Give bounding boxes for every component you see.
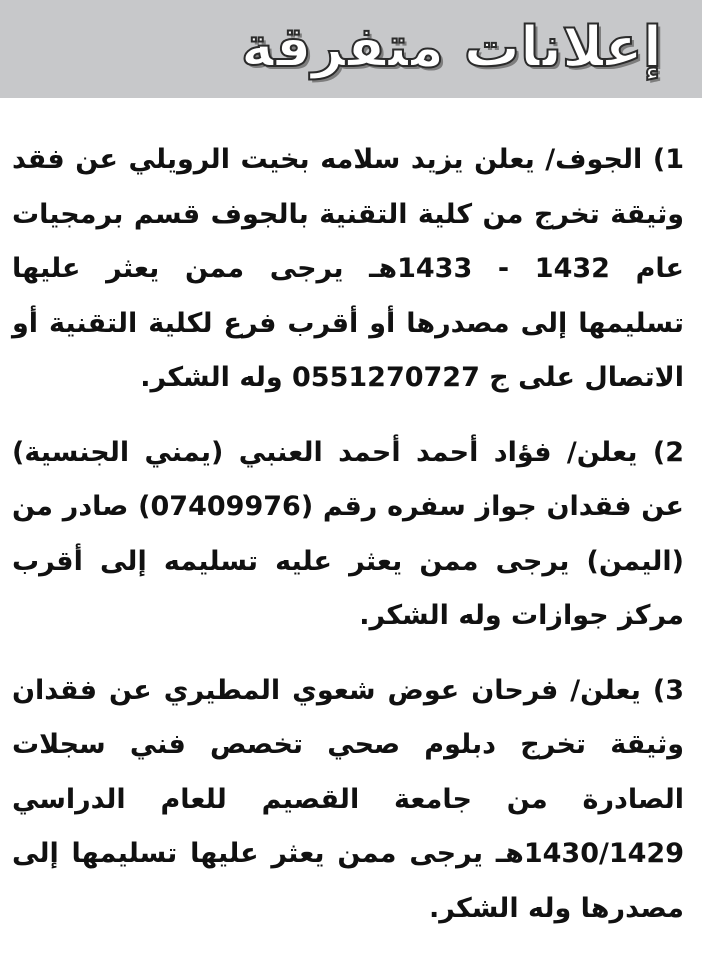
ad-number: 2) — [652, 436, 684, 468]
classified-ad-2 — [12, 426, 684, 644]
classified-ad-3 — [12, 664, 684, 937]
section-title: إعلانات متفرقة — [240, 15, 662, 80]
ad-text: يعلن/ فؤاد أحمد أحمد العنبي (يمني الجنسية) عن فقدان جواز سفره رقم (07409976) صادر من (اليمن) يرجى ممن يعثر عليه تسليمه إلى أقرب مركز جوازات وله الشكر. — [12, 436, 684, 631]
ad-text: الجوف/ يعلن يزيد سلامه بخيت الرويلي عن فقد وثيقة تخرج من كلية التقنية بالجوف قسم برمجيات عام 1432 - 1433هـ يرجى ممن يعثر عليها تسليمها إلى مصدرها أو أقرب فرع لكلية التقنية أو الاتصال على ج 0551270727 وله الشكر. — [12, 144, 684, 393]
ad-number: 1) — [652, 144, 684, 175]
section-header — [0, 0, 702, 98]
classified-ads-list — [12, 133, 684, 956]
classified-ad-1 — [12, 133, 684, 406]
ad-number: 3) — [652, 674, 685, 706]
ad-text: يعلن/ فرحان عوض شعوي المطيري عن فقدان وثيقة تخرج دبلوم صحي تخصص فني سجلات الصادرة من جامعة القصيم للعام الدراسي 1430/1429هـ يرجى ممن يعثر عليها تسليمها إلى مصدرها وله الشكر. — [12, 674, 684, 924]
